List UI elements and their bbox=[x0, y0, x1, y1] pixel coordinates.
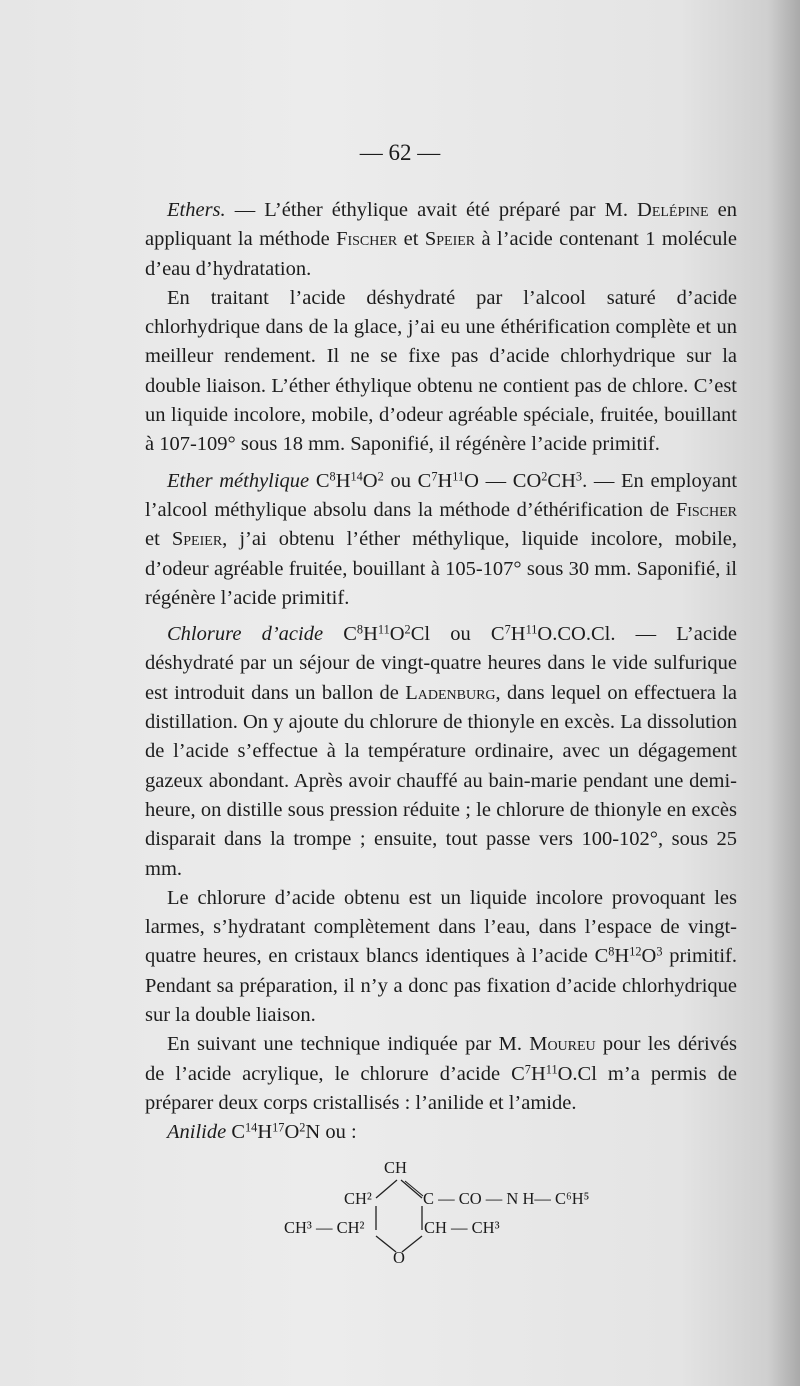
formula: $C^7H^{11}O$ — $CO^2CH^3$ bbox=[417, 468, 583, 492]
paragraph-acid-chloride: Chlorure d’acide $C^8H^{11}O^2Cl$ ou $C^7H^{11}O.CO.Cl$. — L’acide déshydraté par un séjour de vingt-quatre heures dans le vide sulfurique est introduit dans un ballon de Ladenburg, dans lequel on effectuera la distillation. On y ajoute du chlorure de thionyle en excès. La dissolution de l’acide s’effectue à la température ordinaire, avec un dégagement gazeux abondant. Après avoir chauffé au bain-marie pendant une demi-heure, on distille sous pression réduite ; le chlorure de thionyle en excès disparait dans la trompe ; ensuite, tout passe vers 100-102°, sous 25 mm. bbox=[145, 622, 738, 880]
formula: $C^8H^{11}O^2Cl$ bbox=[343, 622, 431, 646]
text: — L’éther éthylique avait été préparé par M. bbox=[225, 199, 638, 221]
text: et bbox=[397, 228, 425, 251]
section-lead-acid-chloride: Chlorure d’acide bbox=[167, 623, 324, 646]
author-name: Ladenburg bbox=[405, 681, 496, 704]
author-name: Delépine bbox=[637, 199, 709, 221]
section-lead-anilide: Anilide bbox=[167, 1121, 227, 1144]
paragraph-ethyl-ether: En traitant l’acide déshydraté par l’alcool saturé d’acide chlorhydrique dans de la glace, j’ai eu une éthérification complète et un meilleur rendement. Il ne se fixe pas d’acide chlorhydrique sur la double liaison. L’éther éthylique obtenu ne contient pas de chlore. C’est un liquide incolore, mobile, d’odeur agréable spéciale, fruitée, bouillant à 107-109° sous 18 mm. Saponifié, il régénère l’acide primitif. bbox=[145, 286, 737, 456]
paragraph-anilide: Anilide $C^{14}H^{17}O^2N$ ou : bbox=[167, 1120, 357, 1144]
paragraph-ethers bbox=[145, 196, 737, 284]
formula: $C^7H^{11}O.Cl$ bbox=[511, 1061, 597, 1085]
ring-ch2: CH² bbox=[344, 1189, 372, 1208]
text: à l’acide contenant 1 molécule d’eau d’hydratation. bbox=[145, 228, 738, 280]
author-name: Fischer bbox=[336, 228, 398, 251]
ring-top-ch: CH bbox=[384, 1158, 407, 1177]
anilide-structure-diagram bbox=[284, 1156, 664, 1276]
formula: $C^{14}H^{17}O^2N$ bbox=[231, 1120, 321, 1144]
author-name: Moureu bbox=[529, 1033, 596, 1056]
section-lead-ethers: Ethers. bbox=[167, 199, 226, 221]
page-number: — 62 — bbox=[359, 140, 441, 165]
formula: $C^8H^{12}O^3$ bbox=[594, 944, 663, 968]
ring-oxygen: O bbox=[393, 1248, 405, 1267]
text: en appliquant la méthode bbox=[145, 199, 737, 251]
paragraph-technique: En suivant une technique indiquée par M. Moureu pour les dérivés de l’acide acrylique, le chlorure d’acide $C^7H^{11}O.Cl$ m’a permis de préparer deux corps cristallisés : l’anilide et l’amide. bbox=[145, 1033, 738, 1114]
ring-ch-substituent: CH — CH³ bbox=[424, 1218, 500, 1237]
ring-c-substituent: C — CO — N H— C⁶H⁵ bbox=[423, 1189, 590, 1208]
formula: $C^8H^{14}O^2$ bbox=[315, 468, 384, 492]
author-name: Fischer bbox=[675, 498, 737, 521]
formula: $C^7H^{11}O.CO.Cl$. bbox=[490, 622, 616, 646]
ring-left-substituent: CH³ — CH² bbox=[284, 1218, 365, 1237]
author-name: Speier bbox=[171, 528, 223, 551]
author-name: Speier bbox=[424, 228, 476, 251]
ring-bonds bbox=[284, 1156, 664, 1276]
body-text bbox=[145, 196, 737, 1148]
paragraph-methyl-ether: Ether méthylique $C^8H^{14}O^2$ ou $C^7H^{11}O$ — $CO^2CH^3$. — En employant l’alcool méthylique absolu dans la méthode d’éthérification de Fischer et Speier, j’ai obtenu l’éther méthylique, liquide incolore, mobile, d’odeur agréable fruitée, bouillant à 105-107° sous 30 mm. Saponifié, il régénère l’acide primitif. bbox=[145, 468, 738, 609]
paragraph-hydration: Le chlorure d’acide obtenu est un liquide incolore provoquant les larmes, s’hydratant complètement dans l’eau, dans l’espace de vingt-quatre heures, en cristaux blancs identiques à l’acide $C^8H^{12}O^3$ primitif. Pendant sa préparation, il n’y a donc pas fixation d’acide chlorhydrique sur la double liaison. bbox=[145, 886, 737, 1027]
section-lead-methyl-ether: Ether méthylique bbox=[167, 469, 310, 492]
